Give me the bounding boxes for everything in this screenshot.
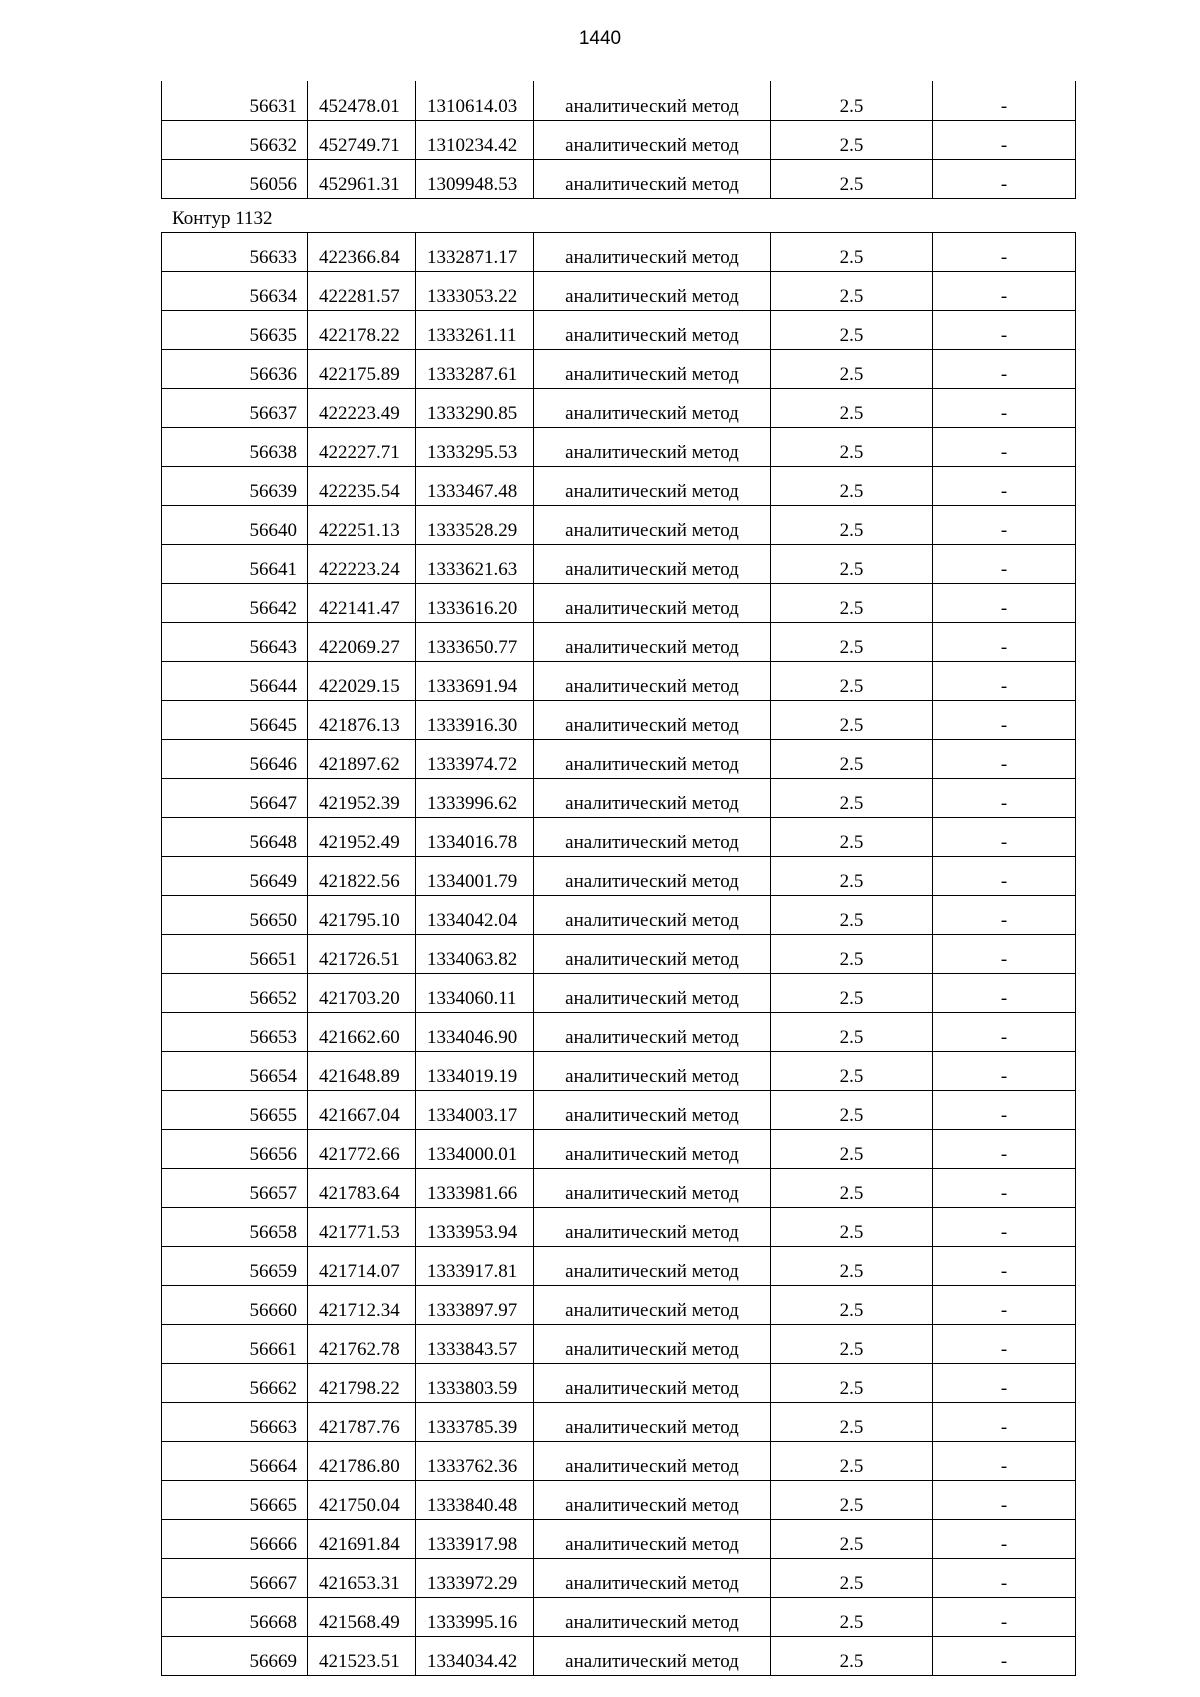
accuracy-cell: 2.5 <box>771 896 933 935</box>
point-number-cell: 56636 <box>162 350 308 389</box>
point-number-cell: 56654 <box>162 1052 308 1091</box>
x-coordinate-cell: 452749.71 <box>308 121 416 160</box>
table-row <box>162 779 1076 818</box>
y-coordinate-cell: 1334003.17 <box>416 1091 534 1130</box>
description-cell: - <box>933 779 1076 818</box>
method-cell: аналитический метод <box>534 1208 771 1247</box>
x-coordinate-cell: 452478.01 <box>308 81 416 121</box>
y-coordinate-cell: 1334060.11 <box>416 974 534 1013</box>
y-coordinate-cell: 1334000.01 <box>416 1130 534 1169</box>
table-row <box>162 1364 1076 1403</box>
table-row <box>162 1442 1076 1481</box>
x-coordinate-cell: 421691.84 <box>308 1520 416 1559</box>
y-coordinate-cell: 1309948.53 <box>416 160 534 199</box>
y-coordinate-cell: 1333616.20 <box>416 584 534 623</box>
y-coordinate-cell: 1333917.98 <box>416 1520 534 1559</box>
table-row <box>162 1637 1076 1676</box>
method-cell: аналитический метод <box>534 1247 771 1286</box>
table-row <box>162 896 1076 935</box>
description-cell: - <box>933 1325 1076 1364</box>
method-cell: аналитический метод <box>534 506 771 545</box>
description-cell: - <box>933 545 1076 584</box>
x-coordinate-cell: 421795.10 <box>308 896 416 935</box>
x-coordinate-cell: 421712.34 <box>308 1286 416 1325</box>
description-cell: - <box>933 1052 1076 1091</box>
point-number-cell: 56639 <box>162 467 308 506</box>
x-coordinate-cell: 422178.22 <box>308 311 416 350</box>
table-row <box>162 701 1076 740</box>
y-coordinate-cell: 1333053.22 <box>416 272 534 311</box>
method-cell: аналитический метод <box>534 779 771 818</box>
accuracy-cell: 2.5 <box>771 1559 933 1598</box>
method-cell: аналитический метод <box>534 1130 771 1169</box>
table-row <box>162 1091 1076 1130</box>
accuracy-cell: 2.5 <box>771 779 933 818</box>
method-cell: аналитический метод <box>534 1637 771 1676</box>
table-row <box>162 662 1076 701</box>
description-cell: - <box>933 121 1076 160</box>
x-coordinate-cell: 421787.76 <box>308 1403 416 1442</box>
method-cell: аналитический метод <box>534 935 771 974</box>
point-number-cell: 56661 <box>162 1325 308 1364</box>
y-coordinate-cell: 1310614.03 <box>416 81 534 121</box>
x-coordinate-cell: 422069.27 <box>308 623 416 662</box>
method-cell: аналитический метод <box>534 1520 771 1559</box>
accuracy-cell: 2.5 <box>771 1481 933 1520</box>
accuracy-cell: 2.5 <box>771 740 933 779</box>
description-cell: - <box>933 1403 1076 1442</box>
method-cell: аналитический метод <box>534 818 771 857</box>
accuracy-cell: 2.5 <box>771 662 933 701</box>
point-number-cell: 56650 <box>162 896 308 935</box>
x-coordinate-cell: 421876.13 <box>308 701 416 740</box>
method-cell: аналитический метод <box>534 1481 771 1520</box>
method-cell: аналитический метод <box>534 1091 771 1130</box>
table-row <box>162 311 1076 350</box>
table-row <box>162 1052 1076 1091</box>
description-cell: - <box>933 701 1076 740</box>
method-cell: аналитический метод <box>534 974 771 1013</box>
description-cell: - <box>933 935 1076 974</box>
method-cell: аналитический метод <box>534 389 771 428</box>
point-number-cell: 56660 <box>162 1286 308 1325</box>
accuracy-cell: 2.5 <box>771 311 933 350</box>
accuracy-cell: 2.5 <box>771 1208 933 1247</box>
table-row <box>162 1325 1076 1364</box>
table-row <box>162 1013 1076 1052</box>
x-coordinate-cell: 421798.22 <box>308 1364 416 1403</box>
y-coordinate-cell: 1334001.79 <box>416 857 534 896</box>
y-coordinate-cell: 1333981.66 <box>416 1169 534 1208</box>
method-cell: аналитический метод <box>534 740 771 779</box>
point-number-cell: 56647 <box>162 779 308 818</box>
point-number-cell: 56638 <box>162 428 308 467</box>
point-number-cell: 56642 <box>162 584 308 623</box>
point-number-cell: 56667 <box>162 1559 308 1598</box>
y-coordinate-cell: 1333785.39 <box>416 1403 534 1442</box>
table-row <box>162 121 1076 160</box>
accuracy-cell: 2.5 <box>771 1325 933 1364</box>
point-number-cell: 56664 <box>162 1442 308 1481</box>
point-number-cell: 56649 <box>162 857 308 896</box>
table-row <box>162 545 1076 584</box>
y-coordinate-cell: 1333897.97 <box>416 1286 534 1325</box>
accuracy-cell: 2.5 <box>771 545 933 584</box>
accuracy-cell: 2.5 <box>771 160 933 199</box>
accuracy-cell: 2.5 <box>771 1364 933 1403</box>
point-number-cell: 56648 <box>162 818 308 857</box>
accuracy-cell: 2.5 <box>771 623 933 662</box>
accuracy-cell: 2.5 <box>771 1091 933 1130</box>
accuracy-cell: 2.5 <box>771 1442 933 1481</box>
accuracy-cell: 2.5 <box>771 1052 933 1091</box>
method-cell: аналитический метод <box>534 857 771 896</box>
point-number-cell: 56659 <box>162 1247 308 1286</box>
x-coordinate-cell: 421822.56 <box>308 857 416 896</box>
y-coordinate-cell: 1333467.48 <box>416 467 534 506</box>
point-number-cell: 56645 <box>162 701 308 740</box>
method-cell: аналитический метод <box>534 350 771 389</box>
y-coordinate-cell: 1334042.04 <box>416 896 534 935</box>
x-coordinate-cell: 421523.51 <box>308 1637 416 1676</box>
description-cell: - <box>933 1364 1076 1403</box>
description-cell: - <box>933 1559 1076 1598</box>
description-cell: - <box>933 350 1076 389</box>
coordinates-table-contour <box>161 232 1076 1676</box>
table-row <box>162 1169 1076 1208</box>
accuracy-cell: 2.5 <box>771 701 933 740</box>
y-coordinate-cell: 1333972.29 <box>416 1559 534 1598</box>
accuracy-cell: 2.5 <box>771 467 933 506</box>
accuracy-cell: 2.5 <box>771 350 933 389</box>
table-row <box>162 389 1076 428</box>
method-cell: аналитический метод <box>534 545 771 584</box>
description-cell: - <box>933 1442 1076 1481</box>
accuracy-cell: 2.5 <box>771 1130 933 1169</box>
point-number-cell: 56632 <box>162 121 308 160</box>
description-cell: - <box>933 623 1076 662</box>
method-cell: аналитический метод <box>534 1052 771 1091</box>
point-number-cell: 56656 <box>162 1130 308 1169</box>
method-cell: аналитический метод <box>534 662 771 701</box>
table-row <box>162 272 1076 311</box>
y-coordinate-cell: 1334019.19 <box>416 1052 534 1091</box>
point-number-cell: 56637 <box>162 389 308 428</box>
point-number-cell: 56657 <box>162 1169 308 1208</box>
x-coordinate-cell: 422175.89 <box>308 350 416 389</box>
x-coordinate-cell: 421667.04 <box>308 1091 416 1130</box>
table-row <box>162 1208 1076 1247</box>
y-coordinate-cell: 1333843.57 <box>416 1325 534 1364</box>
table-row <box>162 623 1076 662</box>
y-coordinate-cell: 1333691.94 <box>416 662 534 701</box>
method-cell: аналитический метод <box>534 1286 771 1325</box>
point-number-cell: 56631 <box>162 81 308 121</box>
point-number-cell: 56669 <box>162 1637 308 1676</box>
y-coordinate-cell: 1333974.72 <box>416 740 534 779</box>
method-cell: аналитический метод <box>534 1325 771 1364</box>
point-number-cell: 56652 <box>162 974 308 1013</box>
y-coordinate-cell: 1333528.29 <box>416 506 534 545</box>
accuracy-cell: 2.5 <box>771 857 933 896</box>
y-coordinate-cell: 1334063.82 <box>416 935 534 974</box>
point-number-cell: 56646 <box>162 740 308 779</box>
y-coordinate-cell: 1333650.77 <box>416 623 534 662</box>
method-cell: аналитический метод <box>534 1013 771 1052</box>
point-number-cell: 56634 <box>162 272 308 311</box>
description-cell: - <box>933 857 1076 896</box>
x-coordinate-cell: 452961.31 <box>308 160 416 199</box>
table-row <box>162 81 1076 121</box>
description-cell: - <box>933 428 1076 467</box>
table-row <box>162 740 1076 779</box>
description-cell: - <box>933 506 1076 545</box>
point-number-cell: 56640 <box>162 506 308 545</box>
method-cell: аналитический метод <box>534 272 771 311</box>
table-row <box>162 1403 1076 1442</box>
description-cell: - <box>933 974 1076 1013</box>
point-number-cell: 56056 <box>162 160 308 199</box>
description-cell: - <box>933 272 1076 311</box>
x-coordinate-cell: 421726.51 <box>308 935 416 974</box>
table-row <box>162 857 1076 896</box>
x-coordinate-cell: 421952.39 <box>308 779 416 818</box>
description-cell: - <box>933 160 1076 199</box>
point-number-cell: 56655 <box>162 1091 308 1130</box>
accuracy-cell: 2.5 <box>771 935 933 974</box>
coordinates-table-continued <box>161 81 1076 199</box>
accuracy-cell: 2.5 <box>771 233 933 272</box>
y-coordinate-cell: 1332871.17 <box>416 233 534 272</box>
accuracy-cell: 2.5 <box>771 1637 933 1676</box>
method-cell: аналитический метод <box>534 584 771 623</box>
table-row <box>162 818 1076 857</box>
method-cell: аналитический метод <box>534 896 771 935</box>
table-row <box>162 1598 1076 1637</box>
y-coordinate-cell: 1333916.30 <box>416 701 534 740</box>
x-coordinate-cell: 422223.49 <box>308 389 416 428</box>
y-coordinate-cell: 1334046.90 <box>416 1013 534 1052</box>
method-cell: аналитический метод <box>534 81 771 121</box>
y-coordinate-cell: 1333621.63 <box>416 545 534 584</box>
accuracy-cell: 2.5 <box>771 974 933 1013</box>
x-coordinate-cell: 421897.62 <box>308 740 416 779</box>
description-cell: - <box>933 389 1076 428</box>
description-cell: - <box>933 896 1076 935</box>
point-number-cell: 56651 <box>162 935 308 974</box>
description-cell: - <box>933 818 1076 857</box>
description-cell: - <box>933 1520 1076 1559</box>
description-cell: - <box>933 1208 1076 1247</box>
description-cell: - <box>933 467 1076 506</box>
accuracy-cell: 2.5 <box>771 272 933 311</box>
x-coordinate-cell: 422227.71 <box>308 428 416 467</box>
x-coordinate-cell: 421786.80 <box>308 1442 416 1481</box>
table-row <box>162 1247 1076 1286</box>
method-cell: аналитический метод <box>534 121 771 160</box>
description-cell: - <box>933 1091 1076 1130</box>
y-coordinate-cell: 1334034.42 <box>416 1637 534 1676</box>
method-cell: аналитический метод <box>534 311 771 350</box>
contour-label: Контур 1132 <box>172 208 273 229</box>
method-cell: аналитический метод <box>534 160 771 199</box>
accuracy-cell: 2.5 <box>771 506 933 545</box>
x-coordinate-cell: 421568.49 <box>308 1598 416 1637</box>
y-coordinate-cell: 1333803.59 <box>416 1364 534 1403</box>
x-coordinate-cell: 421783.64 <box>308 1169 416 1208</box>
method-cell: аналитический метод <box>534 1559 771 1598</box>
method-cell: аналитический метод <box>534 428 771 467</box>
accuracy-cell: 2.5 <box>771 1169 933 1208</box>
page-number: 1440 <box>578 28 622 49</box>
x-coordinate-cell: 422251.13 <box>308 506 416 545</box>
y-coordinate-cell: 1333996.62 <box>416 779 534 818</box>
method-cell: аналитический метод <box>534 467 771 506</box>
y-coordinate-cell: 1333261.11 <box>416 311 534 350</box>
table-row <box>162 506 1076 545</box>
y-coordinate-cell: 1333995.16 <box>416 1598 534 1637</box>
table-row <box>162 160 1076 199</box>
method-cell: аналитический метод <box>534 1364 771 1403</box>
x-coordinate-cell: 421714.07 <box>308 1247 416 1286</box>
table-row <box>162 233 1076 272</box>
description-cell: - <box>933 1637 1076 1676</box>
description-cell: - <box>933 233 1076 272</box>
point-number-cell: 56641 <box>162 545 308 584</box>
x-coordinate-cell: 421648.89 <box>308 1052 416 1091</box>
description-cell: - <box>933 1169 1076 1208</box>
x-coordinate-cell: 422029.15 <box>308 662 416 701</box>
y-coordinate-cell: 1333762.36 <box>416 1442 534 1481</box>
point-number-cell: 56644 <box>162 662 308 701</box>
table-row <box>162 935 1076 974</box>
x-coordinate-cell: 421762.78 <box>308 1325 416 1364</box>
y-coordinate-cell: 1333917.81 <box>416 1247 534 1286</box>
x-coordinate-cell: 422223.24 <box>308 545 416 584</box>
accuracy-cell: 2.5 <box>771 121 933 160</box>
accuracy-cell: 2.5 <box>771 428 933 467</box>
accuracy-cell: 2.5 <box>771 1013 933 1052</box>
point-number-cell: 56662 <box>162 1364 308 1403</box>
description-cell: - <box>933 1247 1076 1286</box>
accuracy-cell: 2.5 <box>771 1520 933 1559</box>
table-row <box>162 1286 1076 1325</box>
description-cell: - <box>933 584 1076 623</box>
method-cell: аналитический метод <box>534 1598 771 1637</box>
x-coordinate-cell: 421750.04 <box>308 1481 416 1520</box>
table-row <box>162 1520 1076 1559</box>
description-cell: - <box>933 662 1076 701</box>
description-cell: - <box>933 311 1076 350</box>
x-coordinate-cell: 421771.53 <box>308 1208 416 1247</box>
accuracy-cell: 2.5 <box>771 1247 933 1286</box>
point-number-cell: 56668 <box>162 1598 308 1637</box>
method-cell: аналитический метод <box>534 233 771 272</box>
point-number-cell: 56643 <box>162 623 308 662</box>
accuracy-cell: 2.5 <box>771 389 933 428</box>
point-number-cell: 56658 <box>162 1208 308 1247</box>
method-cell: аналитический метод <box>534 623 771 662</box>
accuracy-cell: 2.5 <box>771 818 933 857</box>
table-row <box>162 974 1076 1013</box>
accuracy-cell: 2.5 <box>771 1286 933 1325</box>
x-coordinate-cell: 422235.54 <box>308 467 416 506</box>
point-number-cell: 56635 <box>162 311 308 350</box>
method-cell: аналитический метод <box>534 1403 771 1442</box>
x-coordinate-cell: 422281.57 <box>308 272 416 311</box>
accuracy-cell: 2.5 <box>771 81 933 121</box>
y-coordinate-cell: 1333287.61 <box>416 350 534 389</box>
accuracy-cell: 2.5 <box>771 1598 933 1637</box>
x-coordinate-cell: 422141.47 <box>308 584 416 623</box>
accuracy-cell: 2.5 <box>771 1403 933 1442</box>
point-number-cell: 56653 <box>162 1013 308 1052</box>
y-coordinate-cell: 1310234.42 <box>416 121 534 160</box>
y-coordinate-cell: 1334016.78 <box>416 818 534 857</box>
description-cell: - <box>933 1130 1076 1169</box>
description-cell: - <box>933 1013 1076 1052</box>
table-row <box>162 428 1076 467</box>
x-coordinate-cell: 422366.84 <box>308 233 416 272</box>
table-row <box>162 1130 1076 1169</box>
description-cell: - <box>933 1286 1076 1325</box>
method-cell: аналитический метод <box>534 701 771 740</box>
point-number-cell: 56665 <box>162 1481 308 1520</box>
table-row <box>162 584 1076 623</box>
table-row <box>162 1559 1076 1598</box>
accuracy-cell: 2.5 <box>771 584 933 623</box>
y-coordinate-cell: 1333295.53 <box>416 428 534 467</box>
x-coordinate-cell: 421662.60 <box>308 1013 416 1052</box>
table-row <box>162 467 1076 506</box>
y-coordinate-cell: 1333290.85 <box>416 389 534 428</box>
point-number-cell: 56663 <box>162 1403 308 1442</box>
x-coordinate-cell: 421653.31 <box>308 1559 416 1598</box>
table-row <box>162 1481 1076 1520</box>
description-cell: - <box>933 740 1076 779</box>
x-coordinate-cell: 421952.49 <box>308 818 416 857</box>
y-coordinate-cell: 1333953.94 <box>416 1208 534 1247</box>
description-cell: - <box>933 81 1076 121</box>
method-cell: аналитический метод <box>534 1169 771 1208</box>
y-coordinate-cell: 1333840.48 <box>416 1481 534 1520</box>
description-cell: - <box>933 1598 1076 1637</box>
x-coordinate-cell: 421703.20 <box>308 974 416 1013</box>
method-cell: аналитический метод <box>534 1442 771 1481</box>
table-row <box>162 350 1076 389</box>
point-number-cell: 56666 <box>162 1520 308 1559</box>
point-number-cell: 56633 <box>162 233 308 272</box>
description-cell: - <box>933 1481 1076 1520</box>
x-coordinate-cell: 421772.66 <box>308 1130 416 1169</box>
